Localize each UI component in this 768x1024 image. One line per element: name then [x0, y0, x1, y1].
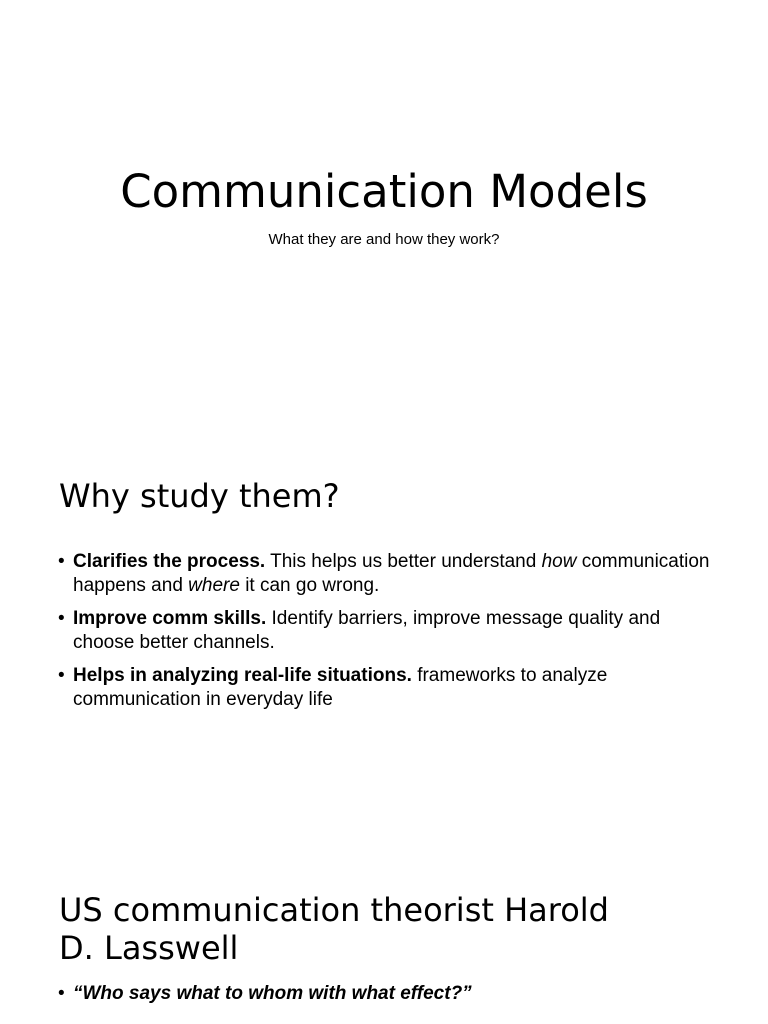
lasswell-bullet-list — [58, 982, 718, 1015]
bullet-item — [58, 550, 718, 598]
presentation-subtitle: What they are and how they work? — [268, 231, 500, 248]
bullet-item — [58, 607, 718, 655]
bullet-text: frameworks to analyze communication in everyday life — [73, 665, 608, 710]
bullet-italic: how — [541, 551, 577, 572]
bullet-dot-icon: • — [58, 665, 65, 686]
bullet-dot-icon: • — [58, 551, 65, 572]
bullet-dot-icon: • — [58, 983, 65, 1004]
why-study-heading: Why study them? — [59, 477, 340, 515]
bullet-bold-lead: Improve comm skills. — [73, 608, 267, 629]
why-study-bullet-list — [58, 550, 718, 721]
bullet-item — [58, 982, 718, 1006]
bullet-bold-lead: Clarifies the process. — [73, 551, 266, 572]
lasswell-heading — [59, 891, 609, 967]
lasswell-heading-line1: US communication theorist Harold — [59, 891, 609, 929]
lasswell-heading-line2: D. Lasswell — [59, 929, 239, 967]
bullet-item — [58, 664, 718, 712]
bullet-dot-icon: • — [58, 608, 65, 629]
bullet-text: communication happens and — [73, 551, 710, 596]
lasswell-slide — [0, 850, 768, 1024]
bullet-bold-lead: Helps in analyzing real-life situations. — [73, 665, 412, 686]
bullet-text: This helps us better understand — [265, 551, 542, 572]
why-study-slide — [0, 430, 768, 850]
bullet-text: Identify barriers, improve message quality and choose better channels. — [73, 608, 661, 653]
bullet-italic: where — [188, 575, 240, 596]
presentation-title: Communication Models — [120, 165, 648, 218]
bullet-text: it can go wrong. — [239, 575, 380, 596]
lasswell-quote: “Who says what to whom with what effect?” — [73, 983, 472, 1004]
title-slide — [0, 0, 768, 430]
